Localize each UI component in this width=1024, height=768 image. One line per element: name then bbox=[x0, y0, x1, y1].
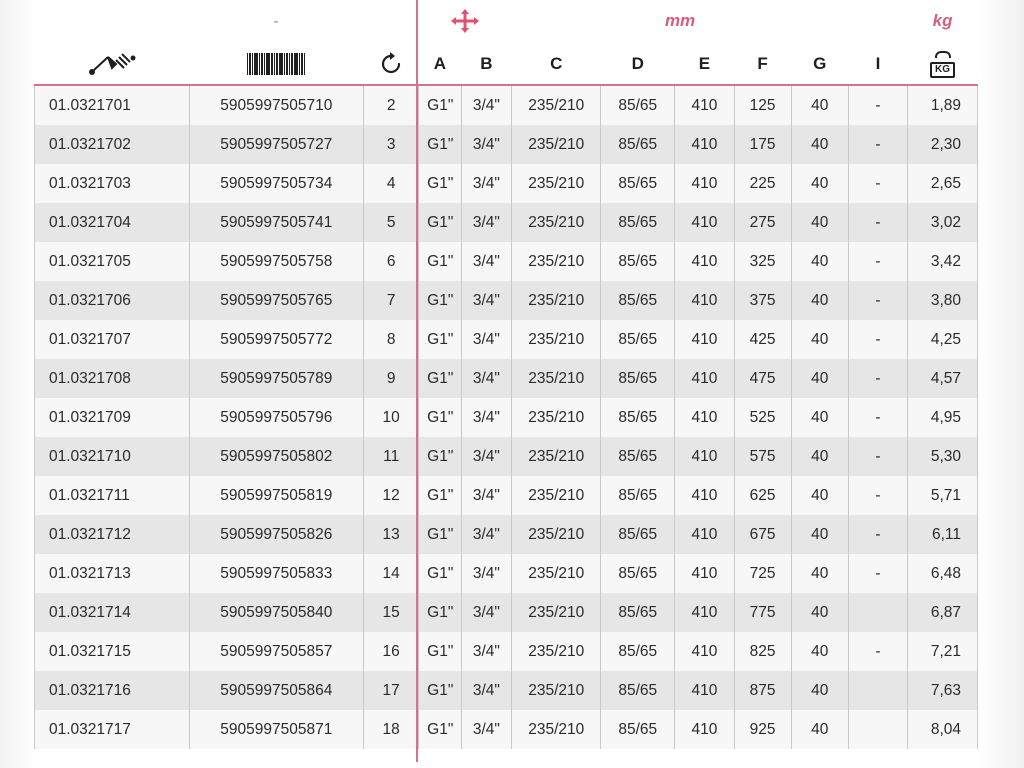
cell-c: 235/210 bbox=[512, 164, 601, 203]
cell-pack: 8 bbox=[364, 320, 419, 359]
cell-a: G1" bbox=[419, 515, 461, 554]
cell-e: 410 bbox=[675, 671, 734, 710]
cell-ean: 5905997505857 bbox=[189, 632, 364, 671]
table-row bbox=[35, 671, 978, 710]
cell-g: 40 bbox=[791, 476, 848, 515]
cell-f: 525 bbox=[734, 398, 791, 437]
cell-ean: 5905997505833 bbox=[189, 554, 364, 593]
cell-c: 235/210 bbox=[512, 398, 601, 437]
table-row bbox=[35, 437, 978, 476]
cell-c: 235/210 bbox=[512, 203, 601, 242]
cell-a: G1" bbox=[419, 164, 461, 203]
cell-d: 85/65 bbox=[601, 203, 675, 242]
cell-c: 235/210 bbox=[512, 86, 601, 125]
cell-b: 3/4" bbox=[461, 125, 512, 164]
cell-a: G1" bbox=[419, 320, 461, 359]
cell-pack: 15 bbox=[364, 593, 419, 632]
cell-b: 3/4" bbox=[461, 710, 512, 749]
cell-f: 625 bbox=[734, 476, 791, 515]
cell-g: 40 bbox=[791, 242, 848, 281]
cell-index: 01.0321704 bbox=[35, 203, 190, 242]
cell-c: 235/210 bbox=[512, 515, 601, 554]
table-row bbox=[35, 164, 978, 203]
page-edge-right bbox=[978, 0, 1024, 768]
header-spacer-i bbox=[848, 0, 907, 42]
column-header-b: B bbox=[461, 42, 512, 86]
cell-a: G1" bbox=[419, 710, 461, 749]
table-row bbox=[35, 281, 978, 320]
cell-index: 01.0321707 bbox=[35, 320, 190, 359]
cell-index: 01.0321717 bbox=[35, 710, 190, 749]
cell-f: 775 bbox=[734, 593, 791, 632]
cell-kg: 6,87 bbox=[908, 593, 978, 632]
header-icons-row bbox=[35, 42, 978, 86]
table-row bbox=[35, 632, 978, 671]
spec-table-container bbox=[34, 0, 978, 762]
header-accent-rule bbox=[34, 84, 978, 86]
cell-e: 410 bbox=[675, 398, 734, 437]
table-header bbox=[35, 0, 978, 86]
cell-e: 410 bbox=[675, 515, 734, 554]
cell-d: 85/65 bbox=[601, 515, 675, 554]
cell-kg: 3,80 bbox=[908, 281, 978, 320]
cell-f: 875 bbox=[734, 671, 791, 710]
cell-i: - bbox=[848, 476, 907, 515]
cell-index: 01.0321715 bbox=[35, 632, 190, 671]
cell-e: 410 bbox=[675, 125, 734, 164]
cell-g: 40 bbox=[791, 554, 848, 593]
cell-i: - bbox=[848, 125, 907, 164]
cell-e: 410 bbox=[675, 242, 734, 281]
cell-ean: 5905997505840 bbox=[189, 593, 364, 632]
cell-e: 410 bbox=[675, 476, 734, 515]
cell-f: 325 bbox=[734, 242, 791, 281]
cell-b: 3/4" bbox=[461, 671, 512, 710]
cell-g: 40 bbox=[791, 203, 848, 242]
spec-table bbox=[34, 0, 978, 749]
cell-g: 40 bbox=[791, 593, 848, 632]
cell-b: 3/4" bbox=[461, 320, 512, 359]
cell-kg: 4,57 bbox=[908, 359, 978, 398]
cell-index: 01.0321711 bbox=[35, 476, 190, 515]
cell-b: 3/4" bbox=[461, 281, 512, 320]
cell-f: 275 bbox=[734, 203, 791, 242]
cell-e: 410 bbox=[675, 86, 734, 125]
cell-index: 01.0321710 bbox=[35, 437, 190, 476]
cell-ean: 5905997505772 bbox=[189, 320, 364, 359]
cell-a: G1" bbox=[419, 242, 461, 281]
cell-g: 40 bbox=[791, 398, 848, 437]
table-row bbox=[35, 203, 978, 242]
cell-d: 85/65 bbox=[601, 710, 675, 749]
cell-a: G1" bbox=[419, 632, 461, 671]
cell-b: 3/4" bbox=[461, 515, 512, 554]
cell-e: 410 bbox=[675, 632, 734, 671]
cell-f: 925 bbox=[734, 710, 791, 749]
cell-index: 01.0321705 bbox=[35, 242, 190, 281]
column-header-g: G bbox=[791, 42, 848, 86]
cell-f: 375 bbox=[734, 281, 791, 320]
cell-kg: 6,48 bbox=[908, 554, 978, 593]
cell-b: 3/4" bbox=[461, 398, 512, 437]
column-header-c: C bbox=[512, 42, 601, 86]
header-spacer-index bbox=[35, 0, 190, 42]
cell-i: - bbox=[848, 203, 907, 242]
cell-pack: 18 bbox=[364, 710, 419, 749]
cell-e: 410 bbox=[675, 164, 734, 203]
cell-pack: 6 bbox=[364, 242, 419, 281]
cell-g: 40 bbox=[791, 320, 848, 359]
unit-mm-label: mm bbox=[512, 0, 849, 42]
cell-b: 3/4" bbox=[461, 242, 512, 281]
cell-index: 01.0321713 bbox=[35, 554, 190, 593]
cell-kg: 7,21 bbox=[908, 632, 978, 671]
cell-e: 410 bbox=[675, 437, 734, 476]
cell-d: 85/65 bbox=[601, 437, 675, 476]
cell-ean: 5905997505819 bbox=[189, 476, 364, 515]
cell-index: 01.0321703 bbox=[35, 164, 190, 203]
cell-b: 3/4" bbox=[461, 203, 512, 242]
cell-a: G1" bbox=[419, 86, 461, 125]
cell-ean: 5905997505871 bbox=[189, 710, 364, 749]
cell-i: - bbox=[848, 437, 907, 476]
cell-kg: 1,89 bbox=[908, 86, 978, 125]
cell-f: 825 bbox=[734, 632, 791, 671]
table-row bbox=[35, 242, 978, 281]
weight-kg-icon: KG bbox=[908, 42, 978, 86]
cell-kg: 5,71 bbox=[908, 476, 978, 515]
unit-kg-label: kg bbox=[908, 0, 978, 42]
cell-pack: 4 bbox=[364, 164, 419, 203]
cell-pack: 11 bbox=[364, 437, 419, 476]
cell-c: 235/210 bbox=[512, 437, 601, 476]
header-units-row bbox=[35, 0, 978, 42]
cell-pack: 16 bbox=[364, 632, 419, 671]
dimensions-arrows-icon bbox=[419, 0, 512, 42]
cell-c: 235/210 bbox=[512, 476, 601, 515]
cell-kg: 2,30 bbox=[908, 125, 978, 164]
cell-kg: 2,65 bbox=[908, 164, 978, 203]
cell-g: 40 bbox=[791, 671, 848, 710]
cell-f: 175 bbox=[734, 125, 791, 164]
cell-index: 01.0321709 bbox=[35, 398, 190, 437]
table-row bbox=[35, 398, 978, 437]
cell-g: 40 bbox=[791, 125, 848, 164]
cell-pack: 17 bbox=[364, 671, 419, 710]
cell-a: G1" bbox=[419, 359, 461, 398]
cell-d: 85/65 bbox=[601, 125, 675, 164]
cell-kg: 5,30 bbox=[908, 437, 978, 476]
cell-e: 410 bbox=[675, 710, 734, 749]
page-edge-left bbox=[0, 0, 34, 768]
cell-d: 85/65 bbox=[601, 164, 675, 203]
cell-a: G1" bbox=[419, 398, 461, 437]
cell-kg: 3,02 bbox=[908, 203, 978, 242]
cell-c: 235/210 bbox=[512, 593, 601, 632]
cell-g: 40 bbox=[791, 515, 848, 554]
dimensions-accent-divider bbox=[416, 0, 418, 762]
table-row bbox=[35, 320, 978, 359]
cell-ean: 5905997505727 bbox=[189, 125, 364, 164]
cell-i bbox=[848, 710, 907, 749]
cell-i: - bbox=[848, 554, 907, 593]
cell-e: 410 bbox=[675, 281, 734, 320]
cell-index: 01.0321708 bbox=[35, 359, 190, 398]
cell-pack: 3 bbox=[364, 125, 419, 164]
barcode-icon bbox=[189, 42, 364, 86]
cell-ean: 5905997505741 bbox=[189, 203, 364, 242]
cell-d: 85/65 bbox=[601, 476, 675, 515]
cell-f: 125 bbox=[734, 86, 791, 125]
cell-d: 85/65 bbox=[601, 671, 675, 710]
cell-a: G1" bbox=[419, 554, 461, 593]
cell-pack: 12 bbox=[364, 476, 419, 515]
cell-e: 410 bbox=[675, 320, 734, 359]
cell-pack: 2 bbox=[364, 86, 419, 125]
cell-g: 40 bbox=[791, 437, 848, 476]
cell-b: 3/4" bbox=[461, 476, 512, 515]
cell-a: G1" bbox=[419, 593, 461, 632]
cell-ean: 5905997505710 bbox=[189, 86, 364, 125]
cell-g: 40 bbox=[791, 281, 848, 320]
cell-a: G1" bbox=[419, 671, 461, 710]
cell-pack: 5 bbox=[364, 203, 419, 242]
cell-d: 85/65 bbox=[601, 320, 675, 359]
cell-index: 01.0321716 bbox=[35, 671, 190, 710]
cell-d: 85/65 bbox=[601, 281, 675, 320]
cell-b: 3/4" bbox=[461, 437, 512, 476]
product-code-icon bbox=[35, 42, 190, 86]
cell-pack: 14 bbox=[364, 554, 419, 593]
cell-ean: 5905997505734 bbox=[189, 164, 364, 203]
cell-g: 40 bbox=[791, 86, 848, 125]
column-header-f: F bbox=[734, 42, 791, 86]
cell-index: 01.0321706 bbox=[35, 281, 190, 320]
cell-ean: 5905997505864 bbox=[189, 671, 364, 710]
cell-kg: 6,11 bbox=[908, 515, 978, 554]
cell-g: 40 bbox=[791, 164, 848, 203]
cell-index: 01.0321702 bbox=[35, 125, 190, 164]
table-row bbox=[35, 359, 978, 398]
cell-kg: 4,25 bbox=[908, 320, 978, 359]
cell-ean: 5905997505758 bbox=[189, 242, 364, 281]
column-header-d: D bbox=[601, 42, 675, 86]
cell-ean: 5905997505765 bbox=[189, 281, 364, 320]
cell-pack: 9 bbox=[364, 359, 419, 398]
cell-i: - bbox=[848, 515, 907, 554]
cell-pack: 7 bbox=[364, 281, 419, 320]
cell-g: 40 bbox=[791, 710, 848, 749]
cell-i: - bbox=[848, 164, 907, 203]
column-header-a: A bbox=[419, 42, 461, 86]
cell-c: 235/210 bbox=[512, 320, 601, 359]
cell-pack: 13 bbox=[364, 515, 419, 554]
cell-d: 85/65 bbox=[601, 359, 675, 398]
cell-d: 85/65 bbox=[601, 632, 675, 671]
cell-e: 410 bbox=[675, 359, 734, 398]
cell-c: 235/210 bbox=[512, 632, 601, 671]
column-header-i: I bbox=[848, 42, 907, 86]
table-row bbox=[35, 125, 978, 164]
cell-kg: 3,42 bbox=[908, 242, 978, 281]
cell-f: 225 bbox=[734, 164, 791, 203]
cell-ean: 5905997505789 bbox=[189, 359, 364, 398]
pack-quantity-icon bbox=[364, 42, 419, 86]
cell-kg: 4,95 bbox=[908, 398, 978, 437]
cell-e: 410 bbox=[675, 203, 734, 242]
cell-b: 3/4" bbox=[461, 359, 512, 398]
cell-d: 85/65 bbox=[601, 554, 675, 593]
cell-a: G1" bbox=[419, 476, 461, 515]
cell-b: 3/4" bbox=[461, 164, 512, 203]
cell-index: 01.0321714 bbox=[35, 593, 190, 632]
cell-c: 235/210 bbox=[512, 359, 601, 398]
cell-d: 85/65 bbox=[601, 242, 675, 281]
cell-i: - bbox=[848, 242, 907, 281]
header-dash-top: - bbox=[189, 0, 364, 42]
cell-b: 3/4" bbox=[461, 632, 512, 671]
cell-c: 235/210 bbox=[512, 710, 601, 749]
cell-f: 575 bbox=[734, 437, 791, 476]
cell-ean: 5905997505796 bbox=[189, 398, 364, 437]
table-row bbox=[35, 86, 978, 125]
cell-d: 85/65 bbox=[601, 398, 675, 437]
cell-index: 01.0321701 bbox=[35, 86, 190, 125]
table-row bbox=[35, 593, 978, 632]
cell-c: 235/210 bbox=[512, 125, 601, 164]
cell-i: - bbox=[848, 359, 907, 398]
cell-i: - bbox=[848, 86, 907, 125]
cell-a: G1" bbox=[419, 203, 461, 242]
header-spacer-pack bbox=[364, 0, 419, 42]
cell-c: 235/210 bbox=[512, 554, 601, 593]
cell-pack: 10 bbox=[364, 398, 419, 437]
cell-i bbox=[848, 671, 907, 710]
cell-g: 40 bbox=[791, 632, 848, 671]
cell-a: G1" bbox=[419, 125, 461, 164]
cell-ean: 5905997505802 bbox=[189, 437, 364, 476]
cell-b: 3/4" bbox=[461, 554, 512, 593]
cell-i: - bbox=[848, 632, 907, 671]
table-row bbox=[35, 515, 978, 554]
cell-d: 85/65 bbox=[601, 593, 675, 632]
cell-a: G1" bbox=[419, 437, 461, 476]
cell-c: 235/210 bbox=[512, 281, 601, 320]
cell-a: G1" bbox=[419, 281, 461, 320]
cell-kg: 7,63 bbox=[908, 671, 978, 710]
cell-ean: 5905997505826 bbox=[189, 515, 364, 554]
table-row bbox=[35, 710, 978, 749]
cell-i: - bbox=[848, 398, 907, 437]
cell-kg: 8,04 bbox=[908, 710, 978, 749]
cell-i: - bbox=[848, 281, 907, 320]
table-row bbox=[35, 476, 978, 515]
cell-e: 410 bbox=[675, 593, 734, 632]
cell-f: 725 bbox=[734, 554, 791, 593]
cell-b: 3/4" bbox=[461, 593, 512, 632]
table-body bbox=[35, 86, 978, 749]
cell-i: - bbox=[848, 320, 907, 359]
cell-index: 01.0321712 bbox=[35, 515, 190, 554]
table-row bbox=[35, 554, 978, 593]
cell-f: 425 bbox=[734, 320, 791, 359]
cell-i bbox=[848, 593, 907, 632]
cell-g: 40 bbox=[791, 359, 848, 398]
column-header-e: E bbox=[675, 42, 734, 86]
cell-c: 235/210 bbox=[512, 671, 601, 710]
cell-c: 235/210 bbox=[512, 242, 601, 281]
cell-f: 675 bbox=[734, 515, 791, 554]
cell-f: 475 bbox=[734, 359, 791, 398]
cell-d: 85/65 bbox=[601, 86, 675, 125]
cell-e: 410 bbox=[675, 554, 734, 593]
cell-b: 3/4" bbox=[461, 86, 512, 125]
